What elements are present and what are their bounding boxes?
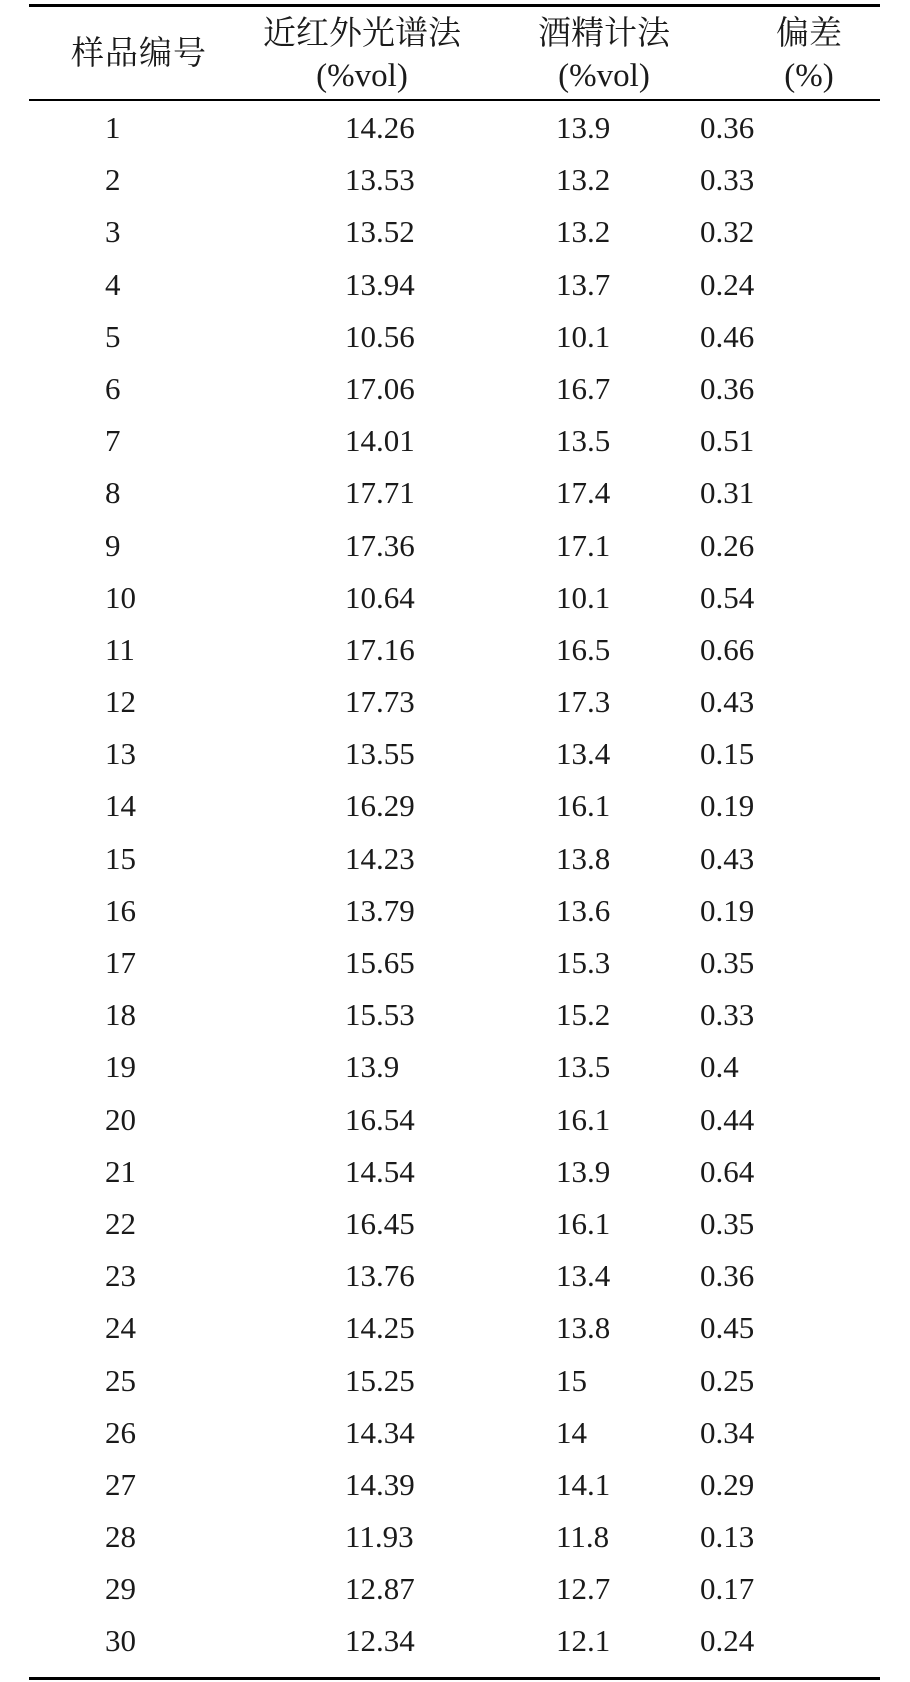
cell-hydrometer-value: 17.4 <box>556 475 611 511</box>
cell-deviation: 0.33 <box>700 997 755 1033</box>
table-row <box>29 884 880 936</box>
cell-hydrometer-value: 16.1 <box>556 1101 611 1137</box>
cell-nir-value: 17.06 <box>345 370 415 406</box>
table-row <box>29 675 880 727</box>
cell-deviation: 0.19 <box>700 788 755 824</box>
cell-deviation: 0.45 <box>700 1310 755 1346</box>
cell-sample-id: 14 <box>105 788 136 824</box>
cell-hydrometer-value: 11.8 <box>556 1519 610 1555</box>
cell-nir-value: 10.56 <box>345 318 415 354</box>
cell-sample-id: 1 <box>105 110 121 145</box>
cell-nir-value: 14.54 <box>345 1153 415 1189</box>
table-row <box>29 205 880 257</box>
cell-deviation: 0.51 <box>700 423 755 459</box>
cell-hydrometer-value: 17.1 <box>556 527 611 563</box>
table-body <box>29 101 880 1667</box>
cell-sample-id: 26 <box>105 1414 136 1450</box>
table-row <box>29 1510 880 1562</box>
cell-nir-value: 10.64 <box>345 579 415 615</box>
cell-deviation: 0.43 <box>700 840 755 876</box>
table-row <box>29 1354 880 1406</box>
cell-sample-id: 23 <box>105 1258 136 1294</box>
cell-hydrometer-value: 13.6 <box>556 892 611 928</box>
cell-sample-id: 29 <box>105 1571 136 1607</box>
cell-sample-id: 13 <box>105 736 136 772</box>
cell-nir-value: 13.52 <box>345 214 415 250</box>
table-row <box>29 1301 880 1353</box>
header-deviation <box>749 13 869 97</box>
cell-hydrometer-value: 10.1 <box>556 318 611 354</box>
cell-sample-id: 9 <box>105 527 121 563</box>
cell-hydrometer-value: 13.2 <box>556 214 611 250</box>
cell-deviation: 0.19 <box>700 892 755 928</box>
cell-deviation: 0.32 <box>700 214 755 250</box>
table-row <box>29 779 880 831</box>
header-sample-id-label: 样品编号 <box>71 36 207 72</box>
cell-deviation: 0.31 <box>700 475 755 511</box>
cell-nir-value: 17.36 <box>345 527 415 563</box>
cell-hydrometer-value: 16.7 <box>556 370 611 406</box>
cell-hydrometer-value: 16.5 <box>556 631 611 667</box>
cell-hydrometer-value: 17.3 <box>556 684 611 720</box>
table-row <box>29 362 880 414</box>
cell-sample-id: 5 <box>105 318 121 354</box>
table-row <box>29 832 880 884</box>
cell-deviation: 0.46 <box>700 318 755 354</box>
cell-hydrometer-value: 12.1 <box>556 1623 611 1659</box>
table-row <box>29 727 880 779</box>
cell-nir-value: 14.25 <box>345 1310 415 1346</box>
cell-nir-value: 14.26 <box>345 110 415 145</box>
header-hydrometer-method-unit: (%vol) <box>558 58 650 94</box>
cell-sample-id: 24 <box>105 1310 136 1346</box>
cell-sample-id: 22 <box>105 1205 136 1241</box>
cell-nir-value: 13.9 <box>345 1049 400 1085</box>
cell-sample-id: 25 <box>105 1362 136 1398</box>
cell-hydrometer-value: 14.1 <box>556 1466 611 1502</box>
header-deviation-unit: (%) <box>784 58 834 94</box>
cell-hydrometer-value: 16.1 <box>556 1205 611 1241</box>
table-row <box>29 101 880 153</box>
cell-hydrometer-value: 14 <box>556 1414 587 1450</box>
cell-hydrometer-value: 16.1 <box>556 788 611 824</box>
table-row <box>29 1093 880 1145</box>
cell-hydrometer-value: 15.2 <box>556 997 611 1033</box>
cell-sample-id: 20 <box>105 1101 136 1137</box>
cell-sample-id: 19 <box>105 1049 136 1085</box>
cell-nir-value: 12.34 <box>345 1623 415 1659</box>
cell-hydrometer-value: 13.5 <box>556 1049 611 1085</box>
table-row <box>29 988 880 1040</box>
cell-sample-id: 2 <box>105 162 121 198</box>
bottom-rule <box>29 1677 880 1680</box>
table-row <box>29 519 880 571</box>
cell-nir-value: 13.76 <box>345 1258 415 1294</box>
cell-hydrometer-value: 10.1 <box>556 579 611 615</box>
cell-deviation: 0.44 <box>700 1101 755 1137</box>
cell-hydrometer-value: 13.9 <box>556 110 611 145</box>
cell-deviation: 0.15 <box>700 736 755 772</box>
header-hydrometer-method <box>529 13 679 97</box>
cell-deviation: 0.13 <box>700 1519 755 1555</box>
table-row <box>29 1249 880 1301</box>
cell-deviation: 0.66 <box>700 631 755 667</box>
cell-deviation: 0.25 <box>700 1362 755 1398</box>
cell-nir-value: 15.53 <box>345 997 415 1033</box>
cell-nir-value: 16.29 <box>345 788 415 824</box>
cell-sample-id: 27 <box>105 1466 136 1502</box>
cell-sample-id: 16 <box>105 892 136 928</box>
cell-deviation: 0.36 <box>700 370 755 406</box>
cell-nir-value: 17.16 <box>345 631 415 667</box>
cell-nir-value: 13.94 <box>345 266 415 302</box>
table-row <box>29 571 880 623</box>
cell-nir-value: 13.53 <box>345 162 415 198</box>
cell-sample-id: 18 <box>105 997 136 1033</box>
table-row <box>29 310 880 362</box>
header-nir-method-label: 近红外光谱法 <box>263 16 461 52</box>
table-row <box>29 153 880 205</box>
cell-hydrometer-value: 13.5 <box>556 423 611 459</box>
cell-deviation: 0.36 <box>700 1258 755 1294</box>
data-table <box>29 4 880 1680</box>
cell-nir-value: 11.93 <box>345 1519 414 1555</box>
cell-deviation: 0.33 <box>700 162 755 198</box>
cell-sample-id: 30 <box>105 1623 136 1659</box>
cell-deviation: 0.64 <box>700 1153 755 1189</box>
cell-nir-value: 17.71 <box>345 475 415 511</box>
cell-sample-id: 4 <box>105 266 121 302</box>
table-row <box>29 1614 880 1666</box>
cell-nir-value: 13.55 <box>345 736 415 772</box>
cell-deviation: 0.24 <box>700 266 755 302</box>
cell-deviation: 0.17 <box>700 1571 755 1607</box>
cell-deviation: 0.24 <box>700 1623 755 1659</box>
cell-sample-id: 28 <box>105 1519 136 1555</box>
table-row <box>29 414 880 466</box>
cell-nir-value: 15.65 <box>345 945 415 980</box>
cell-sample-id: 3 <box>105 214 121 250</box>
table-row <box>29 623 880 675</box>
cell-deviation: 0.54 <box>700 579 755 615</box>
cell-deviation: 0.29 <box>700 1466 755 1502</box>
table-row <box>29 1458 880 1510</box>
table-row <box>29 936 880 988</box>
header-hydrometer-method-label: 酒精计法 <box>538 16 670 52</box>
cell-nir-value: 15.25 <box>345 1362 415 1398</box>
table-row <box>29 1040 880 1092</box>
cell-hydrometer-value: 13.2 <box>556 162 611 198</box>
table-header <box>29 7 880 99</box>
cell-hydrometer-value: 13.8 <box>556 840 611 876</box>
cell-nir-value: 16.45 <box>345 1205 415 1241</box>
table-row <box>29 258 880 310</box>
cell-sample-id: 17 <box>105 945 136 980</box>
cell-deviation: 0.35 <box>700 1205 755 1241</box>
cell-nir-value: 16.54 <box>345 1101 415 1137</box>
cell-deviation: 0.26 <box>700 527 755 563</box>
cell-nir-value: 14.01 <box>345 423 415 459</box>
header-nir-method <box>247 13 477 97</box>
cell-deviation: 0.43 <box>700 684 755 720</box>
table-row <box>29 1406 880 1458</box>
cell-sample-id: 21 <box>105 1153 136 1189</box>
cell-nir-value: 14.34 <box>345 1414 415 1450</box>
table-row <box>29 1145 880 1197</box>
cell-deviation: 0.36 <box>700 110 755 145</box>
cell-deviation: 0.4 <box>700 1049 739 1085</box>
cell-hydrometer-value: 13.9 <box>556 1153 611 1189</box>
cell-hydrometer-value: 15 <box>556 1362 587 1398</box>
cell-sample-id: 7 <box>105 423 121 459</box>
cell-deviation: 0.34 <box>700 1414 755 1450</box>
cell-sample-id: 15 <box>105 840 136 876</box>
cell-sample-id: 11 <box>105 631 135 667</box>
cell-nir-value: 13.79 <box>345 892 415 928</box>
cell-hydrometer-value: 15.3 <box>556 945 611 980</box>
cell-hydrometer-value: 12.7 <box>556 1571 611 1607</box>
table-row <box>29 1562 880 1614</box>
cell-nir-value: 14.23 <box>345 840 415 876</box>
table-row <box>29 466 880 518</box>
cell-hydrometer-value: 13.4 <box>556 1258 611 1294</box>
header-nir-method-unit: (%vol) <box>316 58 408 94</box>
table-row <box>29 1197 880 1249</box>
cell-sample-id: 12 <box>105 684 136 720</box>
cell-sample-id: 8 <box>105 475 121 511</box>
cell-sample-id: 10 <box>105 579 136 615</box>
cell-sample-id: 6 <box>105 370 121 406</box>
cell-nir-value: 17.73 <box>345 684 415 720</box>
cell-hydrometer-value: 13.8 <box>556 1310 611 1346</box>
header-deviation-label: 偏差 <box>776 16 842 52</box>
cell-deviation: 0.35 <box>700 945 755 980</box>
header-sample-id <box>59 33 219 75</box>
cell-nir-value: 12.87 <box>345 1571 415 1607</box>
cell-hydrometer-value: 13.7 <box>556 266 611 302</box>
cell-hydrometer-value: 13.4 <box>556 736 611 772</box>
cell-nir-value: 14.39 <box>345 1466 415 1502</box>
